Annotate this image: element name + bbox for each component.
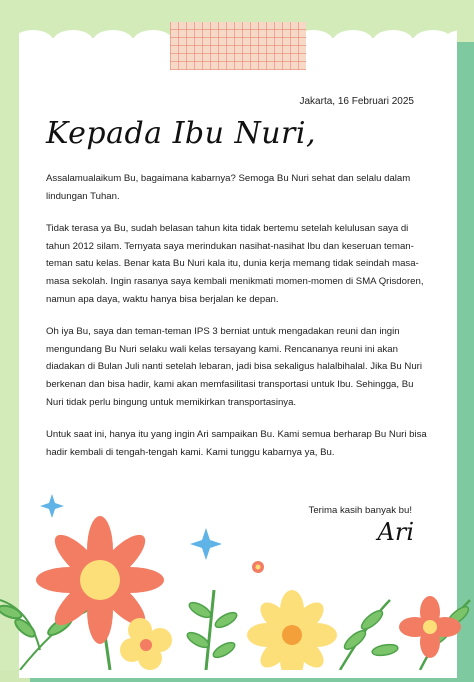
flower-icon (120, 618, 172, 670)
small-flower-icon (252, 561, 264, 573)
paragraph: Assalamualaikum Bu, bagaimana kabarnya? Semoga Bu Nuri sehat dan selalu dalam lindungan Tuhan. (46, 173, 411, 202)
letter-closing: Terima kasih banyak bu! (308, 505, 412, 516)
letter-date: Jakarta, 16 Februari 2025 (299, 96, 414, 107)
flower-icon (399, 596, 461, 658)
letter-salutation: Kepada Ibu Nuri, (46, 116, 317, 151)
paragraph: Untuk saat ini, hanya itu yang ingin Ari sampaikan Bu. Kami semua berharap Bu Nuri bisa hadir kembali di tengah-tengah kami. Kami tunggu kabarnya ya, Bu. (46, 429, 427, 458)
sparkle-icon (40, 494, 64, 518)
sparkle-icon (190, 528, 222, 560)
flower-icon (247, 590, 337, 670)
leaf-icon (185, 590, 239, 670)
paragraph: Oh iya Bu, saya dan teman-teman IPS 3 berniat untuk mengadakan reuni dan ingin mengundang Bu Nuri selaku wali kelas tersayang kami. Rencananya reuni ini akan diadakan di Bulan Juli nanti setelah lebaran, jadi bisa sekaligus halalbihalal. Jika Bu Nuri berkenan dan bisa hadir, kami akan memfasilitasi transportasi untuk Ibu. Sehingga, Bu Nuri tidak perlu bingung untuk memikirkan transportasinya. (46, 326, 422, 408)
paragraph: Tidak terasa ya Bu, sudah belasan tahun kita tidak bertemu setelah kelulusan saya di tahun 2012 silam. Ternyata saya merindukan nasihat-nasihat Ibu dan keseruan teman-teman satu kelas. Benar kata Bu Nuri kala itu, dunia kerja memang tidak seindah masa-masa sekolah. Ingin rasanya saya kembali menikmati momen-momen di SMA Qrisdoren, namun apa daya, waktu hanya bisa berjalan ke depan. (46, 223, 424, 305)
letter-signature: Ari (377, 518, 414, 546)
